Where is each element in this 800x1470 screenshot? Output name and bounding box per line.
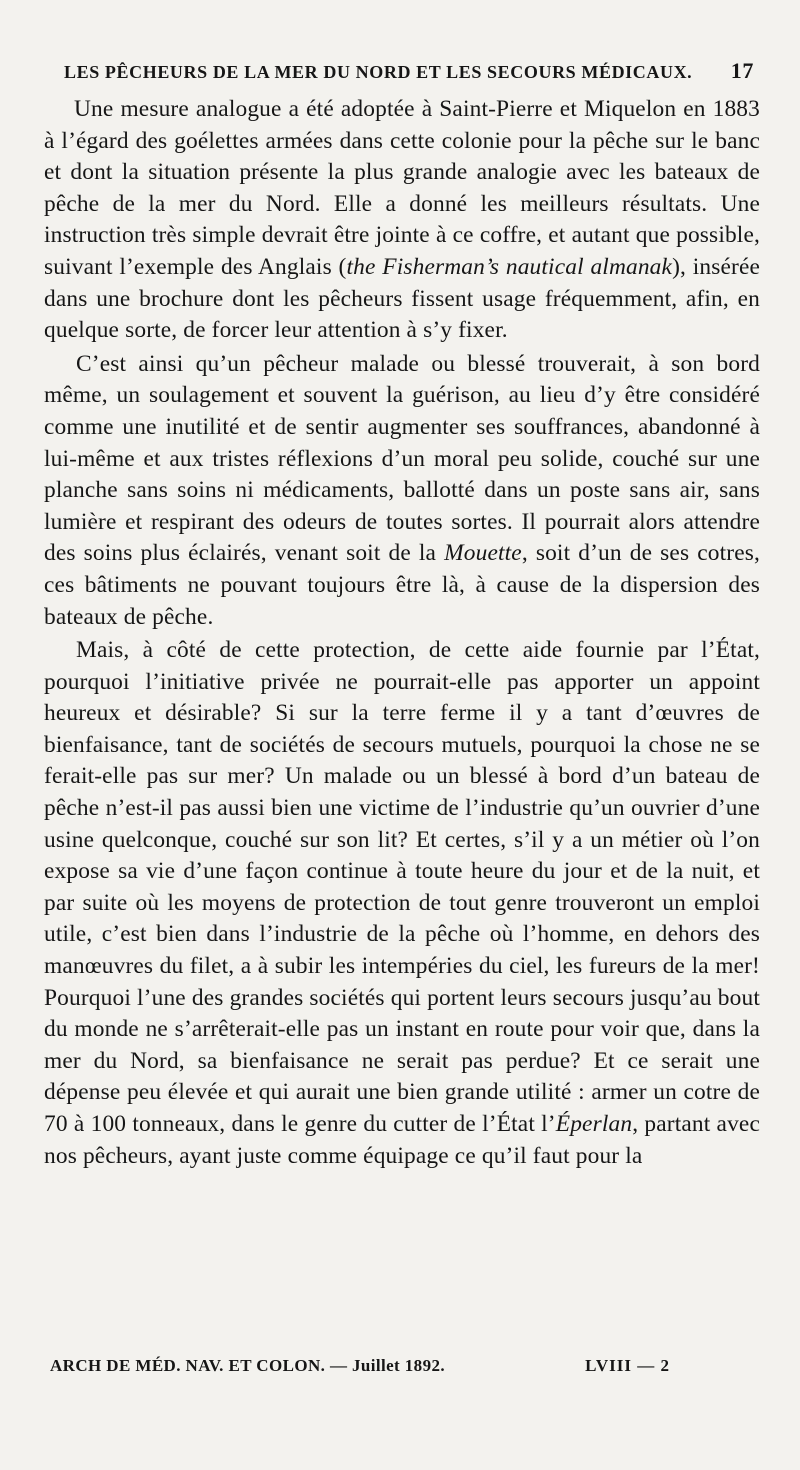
page-footer — [50, 1356, 670, 1376]
signature-mark: LVIII — 2 — [585, 1356, 670, 1375]
italic-ship-name: Éperlan — [555, 1111, 633, 1137]
paragraph — [44, 635, 760, 1172]
journal-citation: ARCH DE MÉD. NAV. ET COLON. — Juillet 1892. — [50, 1356, 446, 1375]
paragraph — [44, 349, 760, 633]
paragraph-text: ), insérée dans une brochure dont les pêcheurs fissent usage fréquemment, afin, en quelque sorte, de forcer leur attention à s’y fixer. — [44, 253, 761, 344]
paragraph-text: Mais, à côté de cette protection, de cette aide fournie par l’État, pourquoi l’initiative privée ne pourrait-elle pas apporter un appoint heureux et désirable? Si sur la terre ferme il y a tant d’œuvres de bienfaisance, tant de sociétés de secours mutuels, pourquoi la chose ne se ferait-elle pas sur mer? Un malade ou un blessé à bord d’un bateau de pêche n’est-il pas aussi bien une victime de l’industrie qu’un ouvrier d’une usine quelconque, couché sur son lit? Et certes, s’il y a un métier où l’on expose sa vie d’une façon continue à toute heure du jour et de la nuit, et par suite où les moyens de protection de tout genre trouveront un emploi utile, c’est bien dans l’industrie de la pêche où l’homme, en dehors des manœuvres du filet, a à subir les intempéries du ciel, les fureurs de la mer! Pourquoi l’une des grandes sociétés qui portent leurs secours jusqu’au bout du monde ne s’arrêterait-elle pas un instant en route pour voir que, dans la mer du Nord, sa bienfaisance ne serait pas perdue? Et ce serait une dépense peu élevée et qui aurait une bien grande utilité : armer un cotre de 70 à 100 tonneaux, dans le genre du cutter de l’État l’ — [44, 637, 760, 1137]
page-number: 17 — [730, 58, 754, 83]
running-title: LES PÊCHEURS DE LA MER DU NORD ET LES SECOURS MÉDICAUX. — [64, 62, 693, 82]
paragraph-text: C’est ainsi qu’un pêcheur malade ou blessé trouverait, à son bord même, un soulagement et souvent la guérison, au lieu d’y être considéré comme une inutilité et de sentir augmenter ses souffrances, abandonné à lui-même et aux tristes réflexions d’un moral peu solide, couché sur une planche sans soins ni médicaments, ballotté dans un poste sans air, sans lumière et respirant des odeurs de toutes sortes. Il pourrait alors attendre des soins plus éclairés, venant soit de la — [44, 350, 760, 567]
running-header — [44, 58, 760, 84]
paragraph-text: , partant avec nos pêcheurs, ayant juste comme équipage ce qu’il faut pour la — [44, 1111, 760, 1169]
italic-ship-name: Mouette — [444, 540, 522, 567]
paragraph-text: Une mesure analogue a été adoptée à Saint-Pierre et Miquelon en 1883 à l’égard des goélettes armées dans cette colonie pour la pêche sur le banc et dont la situation présente la plus grande analogie avec les bateaux de pêche de la mer du Nord. Elle a donné les meilleurs résultats. Une instruction très simple devrait être jointe à ce coffre, et autant que possible, suivant l’exemple des Anglais ( — [44, 96, 760, 280]
paragraph — [44, 94, 760, 347]
paragraph-text: , soit d’un de ses cotres, ces bâtiments ne pouvant toujours être là, à cause de la dispersion des bateaux de pêche. — [44, 540, 760, 630]
italic-title: the Fisherman’s nautical almanak — [346, 253, 673, 280]
body-text — [44, 94, 760, 1172]
